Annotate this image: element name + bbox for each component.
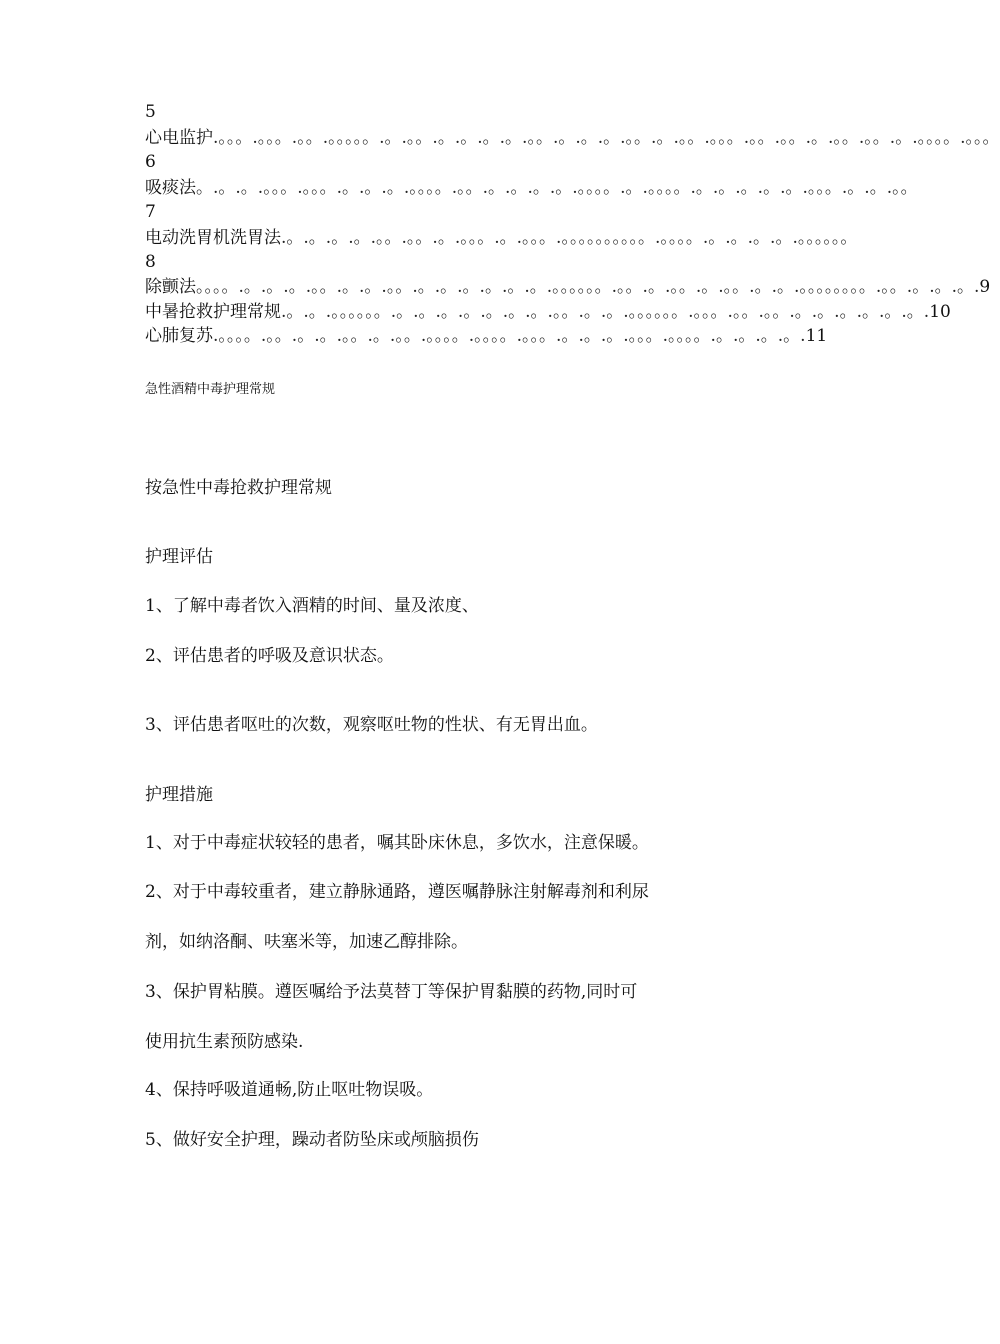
toc-entry-heatstroke[interactable] <box>145 300 951 324</box>
assessment-item: 2、评估患者的呼吸及意识状态。 <box>145 646 394 666</box>
toc-leader-dots: .。.。.。。。。。。.。.。.。.。.。.。.。.。。.。.。.。。。。。。.。。。.。。.。。.。.。.。.。.。.。. <box>281 302 930 322</box>
section-title: 急性酒精中毒护理常规 <box>145 382 276 397</box>
toc-page-number: 10 <box>929 302 951 322</box>
toc-entry-ecg[interactable] <box>145 126 1000 150</box>
toc-leader-dots: .。。。。.。。.。.。.。。.。.。。.。。。。.。。。。.。。。.。.。.。.。。。.。。。。.。.。.。.。. <box>213 326 806 346</box>
toc-label: 电动洗胃机洗胃法 <box>145 228 281 248</box>
toc-entry-defibrillation[interactable] <box>145 275 991 299</box>
toc-leader-dots: .。.。.。.。.。。.。。.。.。。。.。.。。。.。。。。。。。。。。.。。。。.。.。.。.。.。。。。。。 <box>281 228 858 248</box>
toc-page-number: 11 <box>805 326 828 346</box>
measures-line: 使用抗生素预防感染. <box>145 1032 304 1052</box>
measures-line: 1、对于中毒症状较轻的患者，嘱其卧床休息，多饮水，注意保暖。 <box>145 833 649 853</box>
assessment-heading: 护理评估 <box>145 547 213 567</box>
toc-label: 心肺复苏 <box>145 326 213 346</box>
intro-text: 按急性中毒抢救护理常规 <box>145 478 332 498</box>
toc-leader-dots: .。。。.。。。.。。.。。。。。.。.。。.。.。.。.。.。。.。.。.。.。。.。.。。.。。。.。。.。。.。.。。.。。.。.。。。。.。。。 <box>213 128 1000 148</box>
toc-entry-suction[interactable] <box>145 176 918 200</box>
toc-number-8: 8 <box>145 252 156 272</box>
toc-number-6: 6 <box>145 152 156 172</box>
toc-page-number: 9 <box>979 277 991 297</box>
toc-entry-gastric-lavage[interactable] <box>145 226 858 250</box>
toc-label: 吸痰法 <box>145 178 196 198</box>
measures-heading: 护理措施 <box>145 785 213 805</box>
measures-line: 5、做好安全护理，躁动者防坠床或颅脑损伤 <box>145 1130 479 1150</box>
toc-label: 中暑抢救护理常规 <box>145 302 281 322</box>
measures-line: 2、对于中毒较重者，建立静脉通路，遵医嘱静脉注射解毒剂和利尿 <box>145 882 649 902</box>
toc-leader-dots: 。。。。.。.。.。.。。.。.。.。。.。.。.。.。.。.。.。。。。。。.。。.。.。。.。.。。.。.。.。。。。。。。。.。。.。.。.。. <box>196 277 980 297</box>
toc-label: 心电监护 <box>145 128 213 148</box>
toc-number-7: 7 <box>145 202 156 222</box>
measures-line: 4、保持呼吸道通畅,防止呕吐物误吸。 <box>145 1080 434 1100</box>
toc-number-5: 5 <box>145 102 156 122</box>
measures-line: 3、保护胃粘膜。遵医嘱给予法莫替丁等保护胃黏膜的药物,同时可 <box>145 982 638 1002</box>
toc-entry-cpr[interactable] <box>145 324 828 348</box>
toc-leader-dots: 。.。.。.。。。.。。。.。.。.。.。。。。.。。.。.。.。.。.。。。。.。.。。。。.。.。.。.。.。.。。。.。.。.。。 <box>196 178 918 198</box>
toc-label: 除颤法 <box>145 277 196 297</box>
measures-line: 剂，如纳洛酮、呋塞米等，加速乙醇排除。 <box>145 932 468 952</box>
assessment-item: 1、了解中毒者饮入酒精的时间、量及浓度、 <box>145 596 479 616</box>
assessment-item: 3、评估患者呕吐的次数，观察呕吐物的性状、有无胃出血。 <box>145 715 598 735</box>
